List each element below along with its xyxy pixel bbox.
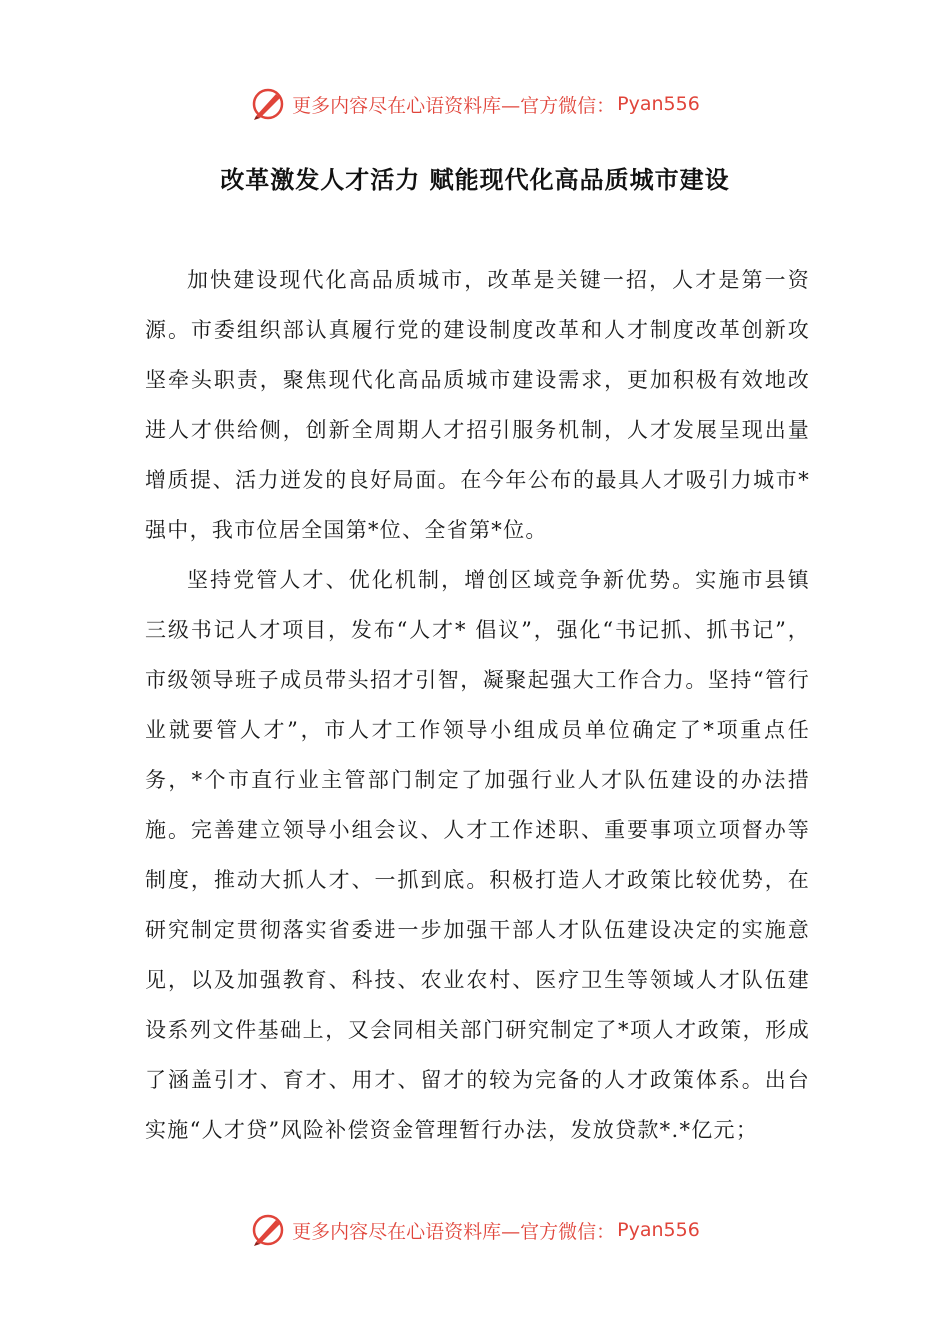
document-title: 改革激发人才活力 赋能现代化高品质城市建设 xyxy=(220,165,730,194)
document-body xyxy=(145,255,810,1155)
banner-wechat-id: Pyan556 xyxy=(617,1219,700,1241)
pen-logo-icon xyxy=(250,1212,286,1248)
header-banner xyxy=(0,84,950,124)
footer-banner xyxy=(0,1210,950,1250)
paragraph: 加快建设现代化高品质城市，改革是关键一招，人才是第一资源。市委组织部认真履行党的建设制度改革和人才制度改革创新攻坚牵头职责，聚焦现代化高品质城市建设需求，更加积极有效地改进人才供给侧，创新全周期人才招引服务机制，人才发展呈现出量增质提、活力迸发的良好局面。在今年公布的最具人才吸引力城市*强中，我市位居全国第*位、全省第*位。 xyxy=(145,268,810,542)
banner-text: 更多内容尽在心语资料库—官方微信： xyxy=(292,94,616,117)
banner-text: 更多内容尽在心语资料库—官方微信： xyxy=(292,1220,616,1243)
pen-logo-icon xyxy=(250,86,286,122)
paragraph: 坚持党管人才、优化机制，增创区域竞争新优势。实施市县镇三级书记人才项目，发布“人才* 倡议”，强化“书记抓、抓书记”，市级领导班子成员带头招才引智，凝聚起强大工作合力。坚持“管行业就要管人才”，市人才工作领导小组成员单位确定了*项重点任务，*个市直行业主管部门制定了加强行业人才队伍建设的办法措施。完善建立领导小组会议、人才工作述职、重要事项立项督办等制度，推动大抓人才、一抓到底。积极打造人才政策比较优势，在研究制定贯彻落实省委进一步加强干部人才队伍建设决定的实施意见，以及加强教育、科技、农业农村、医疗卫生等领域人才队伍建设系列文件基础上，又会同相关部门研究制定了*项人才政策，形成了涵盖引才、育才、用才、留才的较为完备的人才政策体系。出台实施“人才贷”风险补偿资金管理暂行办法，发放贷款*.*亿元； xyxy=(145,568,810,1142)
banner-wechat-id: Pyan556 xyxy=(617,93,700,115)
